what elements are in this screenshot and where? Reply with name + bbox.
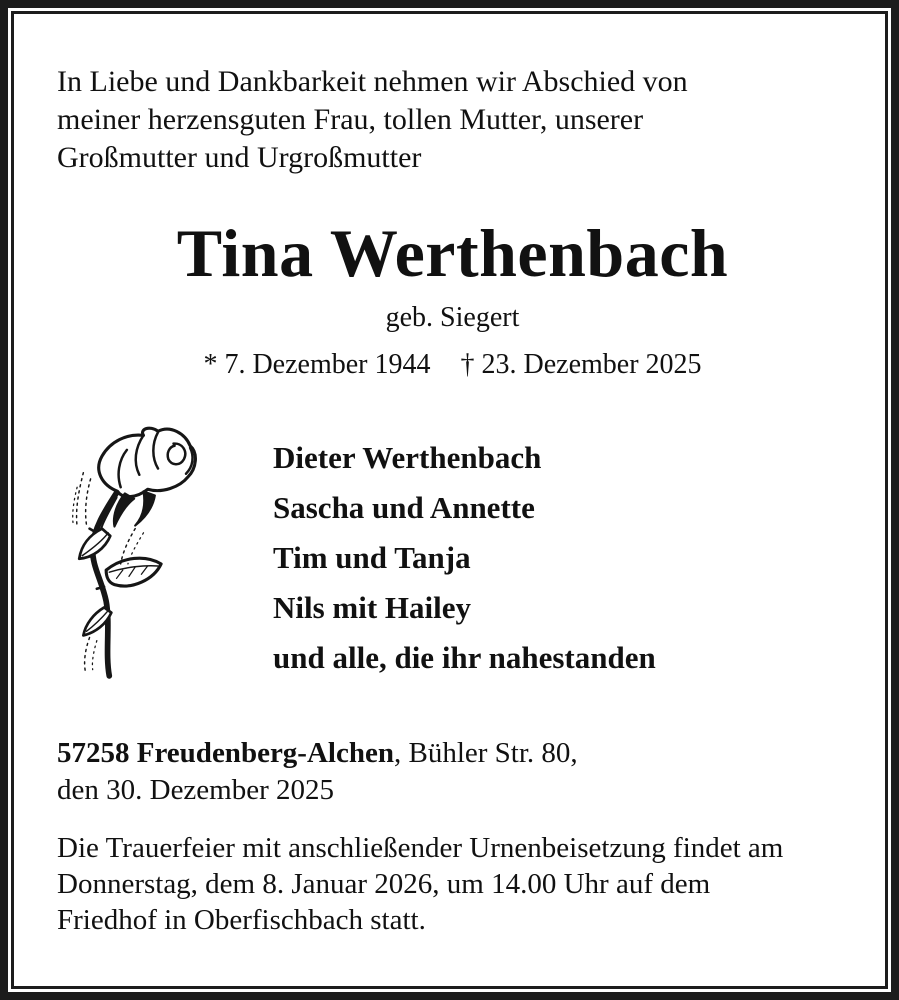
obituary-content: [11, 11, 888, 989]
mourners-list: [273, 425, 656, 683]
birth-name: geb. Siegert: [385, 302, 520, 333]
mourner-name: Sascha und Annette: [273, 490, 535, 525]
notice-date-line: den 30. Dezember 2025: [57, 774, 335, 806]
mourner-name: und alle, die ihr nahestanden: [273, 640, 656, 675]
funeral-line: Donnerstag, dem 8. Januar 2026, um 14.00 Uhr auf dem: [57, 868, 711, 900]
mourning-section: [57, 425, 848, 683]
intro-line: In Liebe und Dankbarkeit nehmen wir Abschied von: [57, 65, 688, 98]
deceased-name: Tina Werthenbach: [176, 215, 729, 291]
intro-paragraph: [57, 63, 848, 177]
address-city: 57258 Freudenberg-Alchen: [57, 737, 394, 769]
intro-line: meiner herzensguten Frau, tollen Mutter, unserer: [57, 103, 644, 136]
mourner-name: Dieter Werthenbach: [273, 440, 542, 475]
mourner-name: Tim und Tanja: [273, 540, 471, 575]
address-street: , Bühler Str. 80,: [393, 737, 578, 769]
funeral-line: Die Trauerfeier mit anschließender Urnenbeisetzung findet am: [57, 832, 784, 864]
funeral-paragraph: [57, 830, 848, 938]
address-block: [57, 735, 848, 809]
funeral-line: Friedhof in Oberfischbach statt.: [57, 904, 426, 936]
rose-icon: [57, 425, 207, 684]
intro-line: Großmutter und Urgroßmutter: [57, 141, 422, 174]
mourner-name: Nils mit Hailey: [273, 590, 472, 625]
life-dates: [57, 347, 848, 383]
birth-date: * 7. Dezember 1944: [203, 349, 431, 380]
death-date: † 23. Dezember 2025: [460, 349, 702, 380]
address-line: [57, 735, 848, 772]
